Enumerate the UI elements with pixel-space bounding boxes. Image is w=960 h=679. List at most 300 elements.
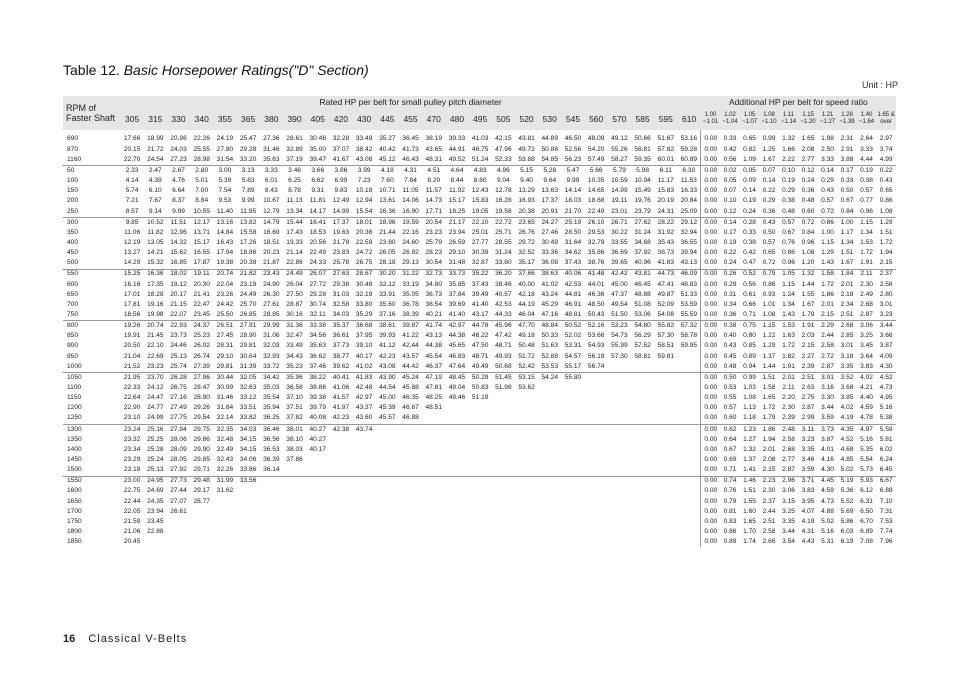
rated-hp-cell: 33.38 [306,321,329,332]
additional-hp-cell: 0.29 [821,177,834,185]
rated-hp-cell: 12.96 [170,228,187,236]
rated-hp-cell: 11.06 [124,228,141,236]
rated-hp-cell: 19.38 [216,259,234,267]
rated-hp-cell [329,527,352,537]
additional-hp-cell: 0.94 [743,362,756,370]
rated-hp-cell [399,465,422,476]
additional-hp-cell: 2.27 [801,352,815,360]
additional-hp-cell: 1.58 [762,384,776,391]
additional-hp-cell: 1.29 [876,217,896,228]
rated-hp-cell: 18.03 [564,197,582,205]
additional-hp-cell: 1.65 [762,394,776,402]
additional-hp-cell: 1.72 [860,249,873,257]
rated-hp-cell: 46.83 [448,352,466,360]
additional-hp-cell: 4.19 [801,517,815,525]
ratio-header: 1.00 ~1.01 [701,108,721,130]
rated-hp-cell: 36.08 [541,259,559,267]
rated-hp-cell: 22.90 [123,404,141,412]
additional-hp-cell: 0.00 [701,300,721,310]
additional-hp-cell: 0.09 [743,177,756,185]
additional-hp-cell: 0.38 [860,177,873,185]
diameter-header: 530 [538,108,561,130]
rated-hp-cell: 23.80 [379,239,396,247]
rated-hp-cell [585,527,608,537]
rated-hp-cell [353,455,376,465]
additional-hp-cell: 1.67 [762,155,776,163]
rated-hp-cell [654,404,677,414]
additional-hp-cell: 1.91 [860,259,873,267]
additional-hp-cell: 2.64 [860,134,873,142]
rated-hp-cell: 35.29 [355,311,373,319]
rated-hp-cell: 37.84 [448,290,466,298]
rated-hp-cell [515,476,538,487]
rated-hp-cell: 37.43 [471,280,489,288]
rated-hp-cell [306,497,329,507]
rated-hp-cell: 36.62 [309,352,326,360]
rated-hp-cell: 15.83 [657,187,675,195]
rated-hp-cell [422,414,445,425]
rated-hp-cell [538,424,561,435]
rated-hp-cell: 8.37 [172,197,185,205]
rated-hp-cell: 9.31 [311,187,325,195]
rated-hp-cell: 20.54 [422,217,445,228]
rated-hp-cell [399,455,422,465]
rated-hp-cell: 54.24 [538,373,561,384]
rated-hp-cell: 27.92 [170,466,187,474]
rated-hp-cell [631,404,654,414]
rated-hp-cell: 23.23 [425,228,443,236]
rated-hp-cell [353,527,376,537]
rated-hp-cell [399,537,422,547]
rated-hp-cell: 31.64 [564,239,582,247]
additional-hp-cell: 0.50 [720,373,740,384]
additional-hp-cell: 2.08 [762,455,776,463]
rated-hp-cell: 30.49 [541,239,559,247]
diameter-header: 505 [492,108,515,130]
rated-hp-cell: 41.67 [332,155,350,163]
additional-hp-cell: 1.15 [782,280,795,288]
rated-hp-cell: 33.80 [495,259,512,267]
additional-hp-cell: 0.89 [743,352,756,360]
additional-hp-cell: 5.93 [857,476,877,487]
rpm-cell: 1550 [63,476,121,487]
rated-hp-cell: 39.62 [332,362,350,370]
rated-hp-cell: 28.05 [170,455,187,463]
rated-hp-cell: 4.64 [445,166,468,177]
diameter-header: 430 [353,108,376,130]
rated-hp-cell: 42.38 [329,424,352,435]
rated-hp-cell: 53.59 [680,300,698,308]
rated-hp-cell: 36.55 [680,239,698,247]
rated-hp-cell: 31.22 [399,269,422,280]
rated-hp-cell: 55.82 [654,321,677,332]
additional-hp-cell: 0.33 [743,228,756,236]
additional-hp-cell: 2.87 [801,404,815,412]
rated-hp-cell: 35.23 [286,362,303,370]
additional-hp-cell: 0.00 [701,537,721,547]
additional-hp-cell: 3.23 [801,435,815,443]
rated-hp-cell: 32.93 [263,352,280,360]
rated-hp-cell: 32.47 [286,332,303,340]
rated-hp-cell [353,476,376,487]
rated-hp-cell: 23.83 [332,249,350,257]
rated-hp-cell [515,455,538,465]
rated-hp-cell [492,414,515,425]
rated-hp-cell: 12.43 [471,187,489,195]
rated-hp-cell: 31.46 [216,394,234,402]
additional-hp-cell: 0.24 [723,259,737,267]
rated-hp-cell: 33.19 [402,280,419,288]
rated-hp-cell: 19.76 [634,197,651,205]
rated-hp-cell: 13.34 [286,207,303,215]
additional-hp-cell: 7.31 [879,507,893,515]
additional-hp-cell: 1.51 [743,487,756,495]
additional-hp-cell: 0.00 [701,393,721,403]
rated-hp-cell: 30.20 [376,269,399,280]
rated-hp-cell: 7.54 [218,187,232,195]
additional-hp-cell: 0.34 [723,300,737,308]
rated-hp-cell: 38.42 [355,145,373,153]
rated-hp-cell: 28.90 [239,332,257,340]
additional-hp-cell: 2.49 [860,290,873,298]
rated-hp-cell: 14.99 [332,207,350,215]
rated-hp-cell: 26.75 [355,259,373,267]
rated-hp-cell: 33.72 [263,362,280,370]
rated-hp-cell [515,537,538,547]
additional-hp-cell: 7.53 [879,517,893,525]
rated-hp-cell: 10.55 [193,207,210,215]
additional-hp-cell: 0.65 [879,187,893,195]
rpm-cell: 650 [67,290,79,298]
rated-hp-cell [631,424,654,435]
rated-hp-cell: 8.80 [473,177,487,185]
rated-hp-cell: 9.85 [121,217,144,228]
additional-hp-cell: 0.48 [782,207,795,215]
additional-hp-cell: 6.67 [876,476,896,487]
additional-hp-cell: 0.29 [723,280,737,288]
rated-hp-cell: 45.12 [379,155,396,163]
rated-hp-cell: 28.77 [193,497,210,505]
rated-hp-cell: 11.13 [286,197,303,205]
rated-hp-cell [608,455,631,465]
rated-hp-cell: 47.64 [448,362,466,370]
rated-hp-cell [608,445,631,455]
rated-hp-cell: 46.88 [402,414,419,422]
rated-hp-cell: 50.68 [495,362,512,370]
rated-hp-cell [469,445,492,455]
rated-hp-cell [515,424,538,435]
rated-hp-cell: 20.74 [144,321,167,332]
additional-hp-cell: 0.00 [701,259,721,270]
rated-hp-cell [329,517,352,527]
rated-hp-cell [237,517,260,527]
rated-hp-cell: 28.47 [193,384,210,391]
rated-hp-cell: 25.01 [471,228,489,236]
rated-hp-cell: 18.53 [309,228,326,236]
additional-hp-cell: 5.38 [879,414,893,422]
rated-hp-cell [538,507,561,517]
rated-hp-cell: 55.17 [564,362,582,370]
rated-hp-cell: 45.65 [448,342,466,350]
rated-hp-cell: 46.37 [425,362,443,370]
rated-hp-cell: 51.45 [492,373,515,384]
rated-hp-cell: 29.28 [239,145,257,153]
rated-hp-cell: 9.40 [520,177,533,185]
rated-hp-cell: 18.68 [587,197,605,205]
rated-hp-cell: 5.74 [125,187,139,195]
rated-hp-cell: 22.86 [286,259,303,267]
rated-hp-cell: 13.63 [541,187,559,195]
table-row [63,435,896,445]
additional-hp-cell: 0.00 [701,166,721,177]
additional-hp-cell: 2.96 [779,476,799,487]
additional-hp-cell: 6.50 [860,507,873,515]
additional-hp-cell: 1.94 [762,435,776,443]
rated-hp-cell: 27.91 [237,321,260,332]
additional-hp-cell: 3.87 [821,435,834,443]
rated-hp-cell [561,455,584,465]
rated-hp-cell: 28.18 [379,259,396,267]
rated-hp-cell: 19.05 [471,207,489,215]
rated-hp-cell: 30.39 [471,249,489,257]
rated-hp-cell: 23.01 [611,207,628,215]
rated-hp-cell [608,497,631,507]
additional-hp-cell: 5.16 [821,527,834,535]
rated-hp-cell: 10.94 [634,177,651,185]
rated-hp-cell [492,445,515,455]
rated-hp-cell: 35.27 [379,134,396,142]
additional-hp-cell: 3.73 [818,424,838,435]
rated-hp-cell: 10.18 [355,187,373,195]
rated-hp-cell [608,527,631,537]
rated-hp-cell: 46.43 [402,155,419,163]
rated-hp-cell: 40.21 [425,311,443,319]
rated-hp-cell [376,455,399,465]
ratio-header: 1.11 ~1.14 [779,108,799,130]
diameter-header: 420 [329,108,352,130]
additional-hp-cell: 0.00 [701,217,721,228]
additional-hp-cell: 0.00 [701,383,721,393]
table-row [63,145,896,155]
additional-hp-cell: 3.95 [801,497,815,505]
additional-hp-cell: 4.78 [860,414,873,422]
rated-hp-cell [515,435,538,445]
additional-hp-cell: 4.09 [879,352,893,360]
rated-hp-cell: 15.32 [147,259,164,267]
additional-hp-cell: 2.34 [840,300,854,308]
rated-hp-cell: 32.79 [587,239,605,247]
rated-hp-cell: 20.56 [309,239,326,247]
additional-hp-cell: 4.52 [876,373,896,384]
table-row [63,342,896,352]
rpm-cell: 600 [67,280,79,288]
rated-hp-cell: 43.08 [355,155,373,163]
rated-hp-cell: 15.58 [239,228,257,236]
rated-hp-cell: 57.52 [634,342,651,350]
rated-hp-cell: 7.67 [148,197,162,205]
rated-hp-cell: 38.22 [306,373,329,384]
rated-hp-cell: 57.49 [587,155,605,163]
additional-hp-cell: 3.44 [821,404,834,412]
rated-hp-cell: 60.89 [680,155,698,163]
rated-hp-cell: 12.94 [355,197,373,205]
additional-hp-cell: 0.84 [840,207,854,215]
additional-hp-cell: 0.00 [701,145,721,155]
rated-hp-cell: 43.08 [379,362,396,370]
additional-hp-cell: 2.85 [840,332,854,340]
rated-hp-cell [329,455,352,465]
rated-hp-cell: 26.07 [306,269,329,280]
rated-hp-cell: 13.29 [518,187,535,195]
diameter-header: 315 [144,108,167,130]
rated-hp-cell: 32.11 [309,311,326,319]
rated-hp-cell: 56.74 [587,362,605,370]
additional-hp-cell: 6.31 [860,497,873,505]
rpm-cell: 950 [67,352,79,360]
rated-hp-cell: 32.19 [355,290,373,298]
additional-hp-cell: 3.44 [782,527,795,535]
rated-hp-cell: 10.71 [379,187,396,195]
rated-hp-cell: 39.49 [471,290,489,298]
additional-hp-cell: 0.00 [701,228,721,238]
additional-hp-cell: 1.15 [821,239,834,247]
rated-hp-cell [445,507,468,517]
rated-hp-cell: 22.75 [123,487,141,495]
rated-hp-cell: 15.25 [121,269,144,280]
additional-hp-cell: 0.57 [860,187,873,195]
additional-hp-cell: 1.53 [779,321,799,332]
rated-hp-cell: 59.95 [680,342,698,350]
additional-hp-cell: 1.67 [801,300,815,308]
rated-hp-cell: 24.46 [170,342,187,350]
rated-hp-cell [353,517,376,527]
additional-hp-cell: 1.43 [821,259,834,267]
table-row [63,248,896,258]
rated-hp-cell: 35.00 [309,145,326,153]
additional-hp-cell: 1.37 [743,455,756,463]
additional-hp-cell: 0.36 [723,311,737,319]
rated-hp-cell: 17.71 [425,207,443,215]
rated-hp-cell: 25.25 [147,435,164,443]
rated-hp-cell [306,507,329,517]
rated-hp-cell: 27.63 [329,269,352,280]
rated-hp-cell: 43.17 [471,311,489,319]
additional-hp-cell: 2.20 [782,394,795,402]
rated-hp-cell: 48.83 [680,280,698,288]
additional-hp-cell: 0.56 [743,280,756,288]
rated-hp-cell [492,455,515,465]
rated-hp-cell [608,414,631,425]
rated-hp-cell: 9.64 [543,177,557,185]
rated-hp-cell: 38.01 [283,424,306,435]
additional-hp-cell: 1.08 [879,207,893,215]
rated-hp-cell [538,465,561,476]
additional-hp-cell: 0.45 [723,352,737,360]
rated-hp-cell: 3.46 [283,166,306,177]
rated-hp-cell: 49.12 [611,134,628,142]
rated-hp-cell: 48.09 [587,134,605,142]
rated-hp-cell [469,465,492,476]
page-footer [63,633,187,645]
rated-hp-cell [329,507,352,517]
additional-hp-cell: 1.32 [782,134,795,142]
rated-hp-cell: 53.06 [634,311,651,319]
rated-hp-cell: 14.14 [564,187,582,195]
rated-hp-cell: 3.00 [213,166,236,177]
additional-hp-cell: 2.87 [860,311,873,319]
rated-hp-cell: 29.38 [332,280,350,288]
rated-hp-cell [260,517,283,527]
rated-hp-cell: 12.78 [495,187,512,195]
rated-hp-cell: 22.49 [587,207,605,215]
diameter-header: 495 [469,108,492,130]
rated-hp-cell: 29.26 [193,404,210,412]
rated-hp-cell [677,362,700,373]
additional-hp-cell: 3.54 [782,538,795,546]
additional-hp-cell: 0.00 [701,445,721,455]
additional-hp-cell: 0.48 [723,362,737,370]
rated-hp-cell: 32.43 [216,455,234,463]
rated-hp-cell: 42.97 [355,394,373,402]
rpm-cell: 400 [67,239,79,247]
additional-hp-cell: 0.64 [723,435,737,443]
additional-hp-cell: 4.73 [879,384,893,391]
rated-hp-cell: 36.20 [492,269,515,280]
rated-hp-cell: 4.96 [492,166,515,177]
rated-hp-cell: 37.73 [332,342,350,350]
rated-hp-cell: 6.30 [677,166,700,177]
rated-hp-cell [260,476,283,487]
rated-hp-cell [538,487,561,497]
rated-hp-cell [422,527,445,537]
rated-hp-cell: 24.31 [657,207,675,215]
rated-hp-cell: 18.28 [147,290,164,298]
rated-hp-cell [469,487,492,497]
rated-hp-cell [561,404,584,414]
rated-hp-cell [608,424,631,435]
rated-hp-cell: 16.93 [518,197,535,205]
rated-hp-cell: 18.02 [167,269,190,280]
additional-hp-cell: 0.19 [743,197,756,205]
rated-hp-cell: 43.90 [376,373,399,384]
rated-hp-cell [561,414,584,425]
rated-hp-cell: 18.51 [263,239,280,247]
ratio-header: 1.21 ~1.27 [818,108,838,130]
additional-hp-cell: 5.19 [837,476,857,487]
rated-hp-cell: 51.72 [518,352,535,360]
table-row [63,537,896,547]
rated-hp-cell: 38.76 [587,259,605,267]
rated-hp-cell: 6.62 [311,177,325,185]
rated-hp-cell: 16.36 [379,207,396,215]
rated-hp-cell: 14.79 [260,217,283,228]
rated-hp-cell: 52.09 [657,300,675,308]
rated-hp-cell [213,537,236,547]
rated-hp-cell: 20.38 [518,207,535,215]
rated-hp-cell: 26.04 [286,280,303,288]
additional-hp-cell: 0.05 [740,166,760,177]
rated-hp-cell: 34.68 [634,239,651,247]
rated-hp-cell: 29.85 [193,455,210,463]
rated-hp-cell: 22.72 [492,217,515,228]
rated-hp-cell: 52.56 [564,145,582,153]
rated-hp-cell: 24.49 [239,290,257,298]
rpm-cell: 850 [67,332,79,340]
rated-hp-cell: 16.69 [263,228,280,236]
rated-hp-cell [677,404,700,414]
rated-hp-cell: 28.23 [425,249,443,257]
rated-hp-cell: 30.64 [239,352,257,360]
